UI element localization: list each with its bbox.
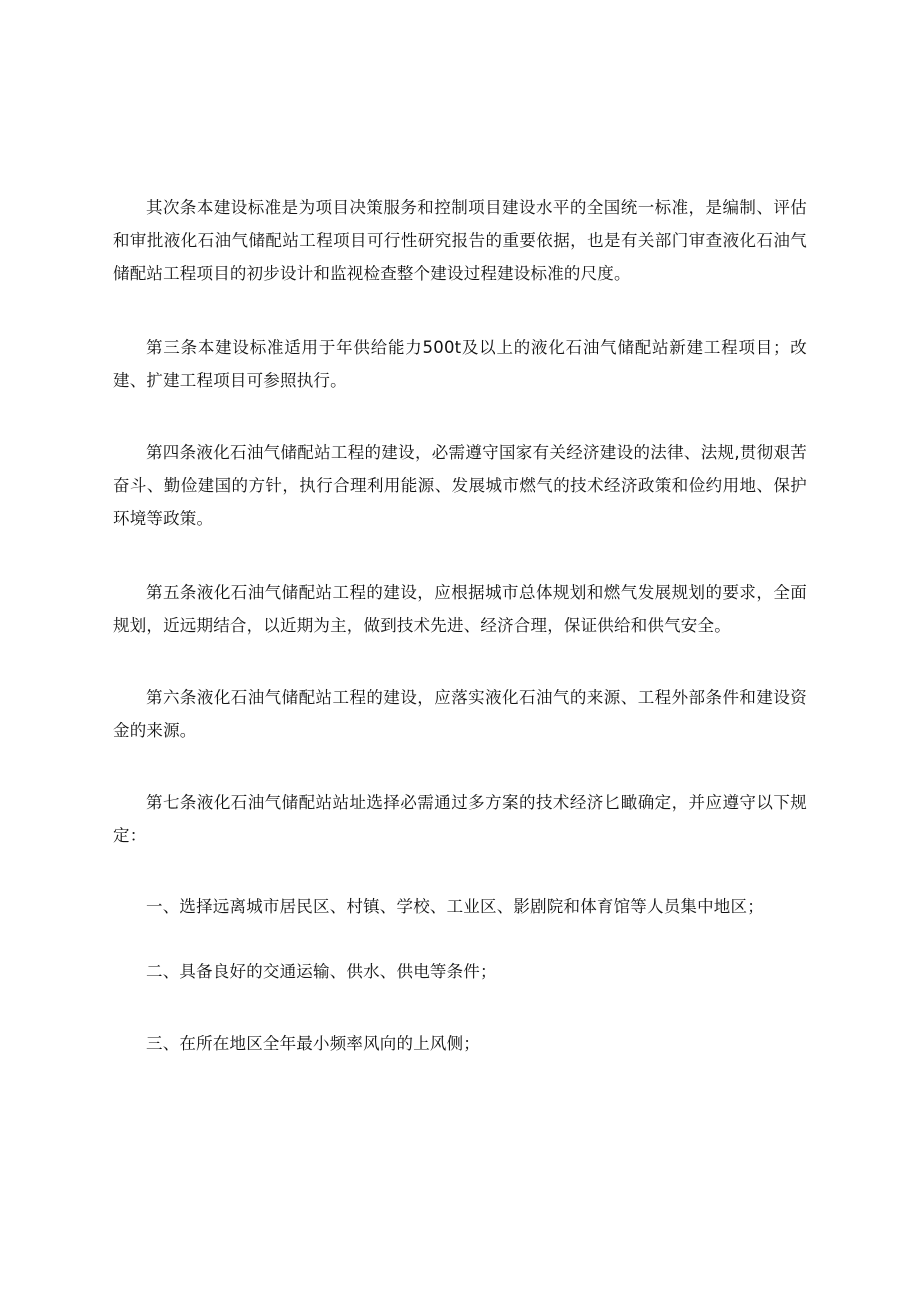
- list-item-2: 二、具备良好的交通运输、供水、供电等条件；: [146, 962, 497, 981]
- paragraph-article-2: 其次条本建设标准是为项目决策服务和控制项目建设水平的全国统一标准，是编制、评估和审批液化石油气储配站工程项目可行性研究报告的重要依据，也是有关部门审查液化石油气储配站工程项目的初步设计和监视检查整个建设过程建设标准的尺度。: [113, 198, 807, 283]
- paragraph-article-6: 第六条液化石油气储配站工程的建设，应落实液化石油气的来源、工程外部条件和建设资金的来源。: [113, 688, 807, 740]
- list-item-3: 三、在所在地区全年最小频率风向的上风侧；: [146, 1034, 480, 1053]
- paragraph-article-5: 第五条液化石油气储配站工程的建设，应根据城市总体规划和燃气发展规划的要求，全面规划，近远期结合，以近期为主，做到技术先进、经济合理，保证供给和供气安全。: [113, 583, 807, 635]
- list-item-1: 一、选择远离城市居民区、村镇、学校、工业区、影剧院和体育馆等人员集中地区；: [146, 897, 764, 916]
- paragraph-article-3: 第三条本建设标准适用于年供给能力500t及以上的液化石油气储配站新建工程项目；改建、扩建工程项目可参照执行。: [113, 338, 807, 390]
- paragraph-article-4: 第四条液化石油气储配站工程的建设，必需遵守国家有关经济建设的法律、法规,贯彻艰苦奋斗、勤俭建国的方针，执行合理利用能源、发展城市燃气的技术经济政策和俭约用地、保护环境等政策。: [113, 443, 807, 528]
- paragraph-article-7: 第七条液化石油气储配站站址选择必需通过多方案的技术经济匕瞰确定，并应遵守以下规定：: [113, 793, 807, 845]
